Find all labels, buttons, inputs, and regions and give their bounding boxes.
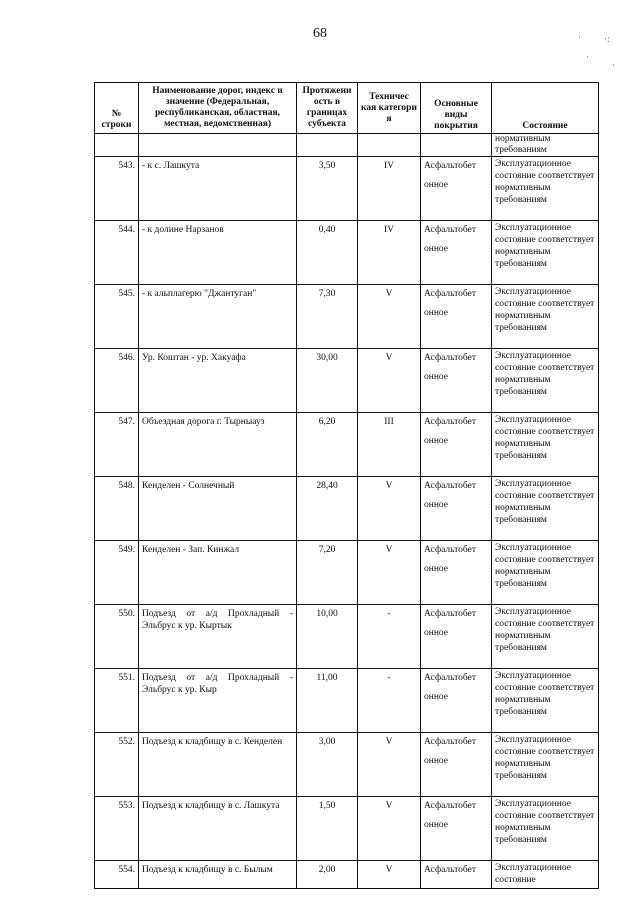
surface-type (421, 413, 492, 477)
road-state: Эксплуатационное состояние соответствует нормативным требованиям (492, 285, 599, 349)
surface-line-1: Асфальтобет (424, 289, 476, 299)
header-state: Состояние (492, 83, 599, 134)
road-state: Эксплуатационное состояние соответствует нормативным требованиям (492, 605, 599, 669)
road-length: 0,40 (297, 221, 358, 285)
roads-table (94, 82, 599, 889)
road-length: 30,00 (297, 349, 358, 413)
table-row (95, 221, 599, 285)
header-category: Техничес кая категори я (358, 83, 421, 134)
road-category: III (358, 413, 421, 477)
road-name: Кенделен - Зап. Кинжал (139, 541, 297, 605)
road-state: Эксплуатационное состояние соответствует нормативным требованиям (492, 541, 599, 605)
road-category: V (358, 733, 421, 797)
surface-type (421, 285, 492, 349)
road-state: Эксплуатационное состояние соответствует нормативным требованиям (492, 797, 599, 861)
road-state: Эксплуатационное состояние соответствует нормативным требованиям (492, 733, 599, 797)
table-row (95, 413, 599, 477)
surface-type (421, 733, 492, 797)
surface-line-1: Асфальтобет (424, 737, 476, 747)
road-name: - к долине Нарзанов (139, 221, 297, 285)
header-row-number: № строки (95, 83, 139, 134)
surface-type (421, 157, 492, 221)
road-name: Ур. Коштан - ур. Хакуафа (139, 349, 297, 413)
road-state: Эксплуатационное состояние соответствует нормативным требованиям (492, 669, 599, 733)
road-state: Эксплуатационное состояние соответствует нормативным требованиям (492, 477, 599, 541)
surface-line-2: онное (424, 820, 449, 830)
cell-empty (139, 134, 297, 157)
scan-speck: · (578, 32, 581, 42)
road-name: Подъезд от а/д Прохладный - Эльбрус к ур. Кыр (139, 669, 297, 733)
continuation-row (95, 134, 599, 157)
table-row (95, 157, 599, 221)
surface-type (421, 541, 492, 605)
road-length: 6,20 (297, 413, 358, 477)
road-category: V (358, 285, 421, 349)
row-number: 545. (95, 285, 139, 349)
surface-line-2: онное (424, 628, 449, 638)
road-length: 7,30 (297, 285, 358, 349)
row-number: 543. (95, 157, 139, 221)
surface-line-1: Асфальтобет (424, 673, 476, 683)
surface-line-2: онное (424, 180, 449, 190)
road-name: Подъезд к кладбищу в с. Лашкута (139, 797, 297, 861)
road-category: IV (358, 221, 421, 285)
road-length: 1,50 (297, 797, 358, 861)
surface-line-1: Асфальтобет (424, 225, 476, 235)
road-category: V (358, 477, 421, 541)
table-row (95, 349, 599, 413)
surface-type (421, 221, 492, 285)
road-name: - к альплагерю "Джантуган" (139, 285, 297, 349)
header-road-name: Наименование дорог, индекс и значение (Федеральная, республиканская, областная, местная, ведомственная) (139, 83, 297, 134)
scan-speck: ·: (604, 34, 610, 44)
scan-speck: · (586, 52, 589, 62)
surface-line-1: Асфальтобет (424, 865, 476, 875)
scan-speck: · (612, 60, 615, 70)
cell-empty (297, 134, 358, 157)
surface-line-2: онное (424, 244, 449, 254)
surface-type (421, 669, 492, 733)
road-name: - к с. Лашкута (139, 157, 297, 221)
road-name: Объездная дорога г. Тырныауз (139, 413, 297, 477)
row-number: 547. (95, 413, 139, 477)
cell-empty (358, 134, 421, 157)
road-length: 11,00 (297, 669, 358, 733)
row-number: 553. (95, 797, 139, 861)
surface-line-1: Асфальтобет (424, 481, 476, 491)
surface-type (421, 797, 492, 861)
road-category: V (358, 541, 421, 605)
table-row (95, 605, 599, 669)
table-row (95, 669, 599, 733)
road-length: 3,00 (297, 733, 358, 797)
row-number: 544. (95, 221, 139, 285)
road-category: V (358, 797, 421, 861)
road-state: Эксплуатационное состояние соответствует нормативным требованиям (492, 349, 599, 413)
table-header-row (95, 83, 599, 134)
surface-line-1: Асфальтобет (424, 545, 476, 555)
row-number: 549. (95, 541, 139, 605)
surface-type (421, 861, 492, 889)
cell-empty (421, 134, 492, 157)
road-length: 3,50 (297, 157, 358, 221)
surface-line-1: Асфальтобет (424, 417, 476, 427)
surface-line-2: онное (424, 372, 449, 382)
surface-line-2: онное (424, 756, 449, 766)
header-length: Протяжени ость в границах субъекта (297, 83, 358, 134)
surface-type (421, 349, 492, 413)
table-row (95, 285, 599, 349)
surface-line-1: Асфальтобет (424, 161, 476, 171)
cell-empty (95, 134, 139, 157)
header-surface: Основные виды покрытия (421, 83, 492, 134)
road-category: V (358, 861, 421, 889)
road-name: Подъезд от а/д Прохладный - Эльбрус к ур. Кыртык (139, 605, 297, 669)
table-row (95, 797, 599, 861)
surface-line-2: онное (424, 564, 449, 574)
surface-type (421, 605, 492, 669)
road-state: Эксплуатационное состояние соответствует нормативным требованиям (492, 157, 599, 221)
row-number: 546. (95, 349, 139, 413)
table-row (95, 861, 599, 889)
road-length: 10,00 (297, 605, 358, 669)
surface-line-1: Асфальтобет (424, 609, 476, 619)
road-length: 7,20 (297, 541, 358, 605)
row-number: 552. (95, 733, 139, 797)
surface-line-2: онное (424, 308, 449, 318)
surface-line-2: онное (424, 500, 449, 510)
page-number: 68 (313, 26, 327, 41)
surface-line-1: Асфальтобет (424, 353, 476, 363)
surface-line-2: онное (424, 436, 449, 446)
road-category: - (358, 669, 421, 733)
table-row (95, 733, 599, 797)
surface-line-2: онное (424, 692, 449, 702)
row-number: 551. (95, 669, 139, 733)
road-name: Подъезд к кладбищу в с. Кенделен (139, 733, 297, 797)
surface-line-1: Асфальтобет (424, 801, 476, 811)
road-state: Эксплуатационное состояние соответствует нормативным требованиям (492, 413, 599, 477)
road-state: Эксплуатационное состояние соответствует нормативным требованиям (492, 221, 599, 285)
table-row (95, 477, 599, 541)
row-number: 550. (95, 605, 139, 669)
row-number: 548. (95, 477, 139, 541)
road-length: 28,40 (297, 477, 358, 541)
road-length: 2,00 (297, 861, 358, 889)
road-category: - (358, 605, 421, 669)
table-row (95, 541, 599, 605)
road-category: IV (358, 157, 421, 221)
continuation-state: нормативным требованиям (492, 134, 599, 157)
surface-type (421, 477, 492, 541)
road-state: Эксплуатационное состояние (492, 861, 599, 889)
road-name: Кенделен - Солнечный (139, 477, 297, 541)
road-category: V (358, 349, 421, 413)
road-name: Подъезд к кладбищу в с. Былым (139, 861, 297, 889)
row-number: 554. (95, 861, 139, 889)
